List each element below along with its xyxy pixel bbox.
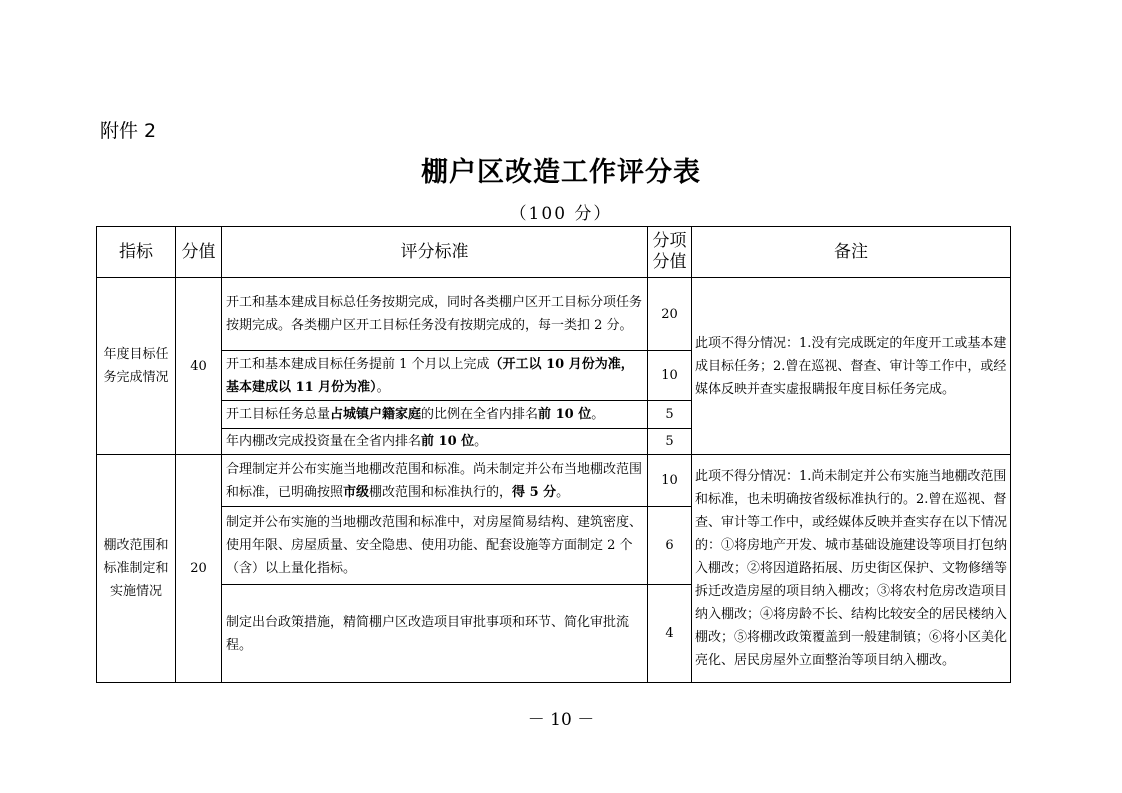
criteria-cell: 开工和基本建成目标总任务按期完成，同时各类棚户区开工目标分项任务按期完成。各类棚户区开工目标任务没有按期完成的，每一类扣 2 分。 (222, 278, 648, 351)
section1-indicator: 年度目标任务完成情况 (97, 278, 176, 455)
table-row (97, 278, 1011, 351)
section1-remark: 此项不得分情况：1.没有完成既定的年度开工或基本建成目标任务；2.曾在巡视、督查、审计等工作中，或经媒体反映并查实虚报瞒报年度目标任务完成。 (692, 278, 1011, 455)
item-score-cell: 20 (648, 278, 692, 351)
header-indicator: 指标 (97, 227, 176, 278)
item-score-cell: 5 (648, 429, 692, 455)
header-item-score: 分项分值 (648, 227, 692, 278)
table-header-row (97, 227, 1011, 278)
item-score-cell: 10 (648, 351, 692, 401)
section2-score: 20 (176, 455, 222, 683)
scoring-table (96, 226, 1011, 683)
document-subtitle: （100 分） (509, 204, 613, 224)
header-score: 分值 (176, 227, 222, 278)
item-score-cell: 6 (648, 507, 692, 585)
header-remarks: 备注 (692, 227, 1011, 278)
page-number: － 10 － (527, 710, 595, 730)
table-row (97, 455, 1011, 507)
section2-remark: 此项不得分情况：1.尚未制定并公布实施当地棚改范围和标准，也未明确按省级标准执行的。2.曾在巡视、督查、审计等工作中，或经媒体反映并查实存在以下情况的：①将房地产开发、城市基础设施建设等项目打包纳入棚改；②将因道路拓展、历史街区保护、文物修缮等拆迁改造房屋的项目纳入棚改；③将农村危房改造项目纳入棚改；④将房龄不长、结构比较安全的居民楼纳入棚改；⑤将棚改政策覆盖到一般建制镇；⑥将小区美化亮化、居民房屋外立面整治等项目纳入棚改。 (692, 455, 1011, 683)
criteria-cell: 制定并公布实施的当地棚改范围和标准中，对房屋简易结构、建筑密度、使用年限、房屋质量、安全隐患、使用功能、配套设施等方面制定 2 个（含）以上量化指标。 (222, 507, 648, 585)
section2-indicator: 棚改范围和标准制定和实施情况 (97, 455, 176, 683)
item-score-cell: 4 (648, 585, 692, 683)
item-score-cell: 10 (648, 455, 692, 507)
criteria-cell: 开工目标任务总量占城镇户籍家庭的比例在全省内排名前 10 位。 (222, 401, 648, 429)
attachment-label: 附件 2 (100, 120, 157, 142)
document-title: 棚户区改造工作评分表 (421, 157, 701, 188)
item-score-cell: 5 (648, 401, 692, 429)
criteria-cell: 合理制定并公布实施当地棚改范围和标准。尚未制定并公布当地棚改范围和标准，已明确按照市级棚改范围和标准执行的，得 5 分。 (222, 455, 648, 507)
header-criteria: 评分标准 (222, 227, 648, 278)
section1-score: 40 (176, 278, 222, 455)
criteria-cell: 年内棚改完成投资量在全省内排名前 10 位。 (222, 429, 648, 455)
criteria-cell: 开工和基本建成目标任务提前 1 个月以上完成（开工以 10 月份为准，基本建成以 11 月份为准）。 (222, 351, 648, 401)
criteria-cell: 制定出台政策措施，精简棚户区改造项目审批事项和环节、简化审批流程。 (222, 585, 648, 683)
